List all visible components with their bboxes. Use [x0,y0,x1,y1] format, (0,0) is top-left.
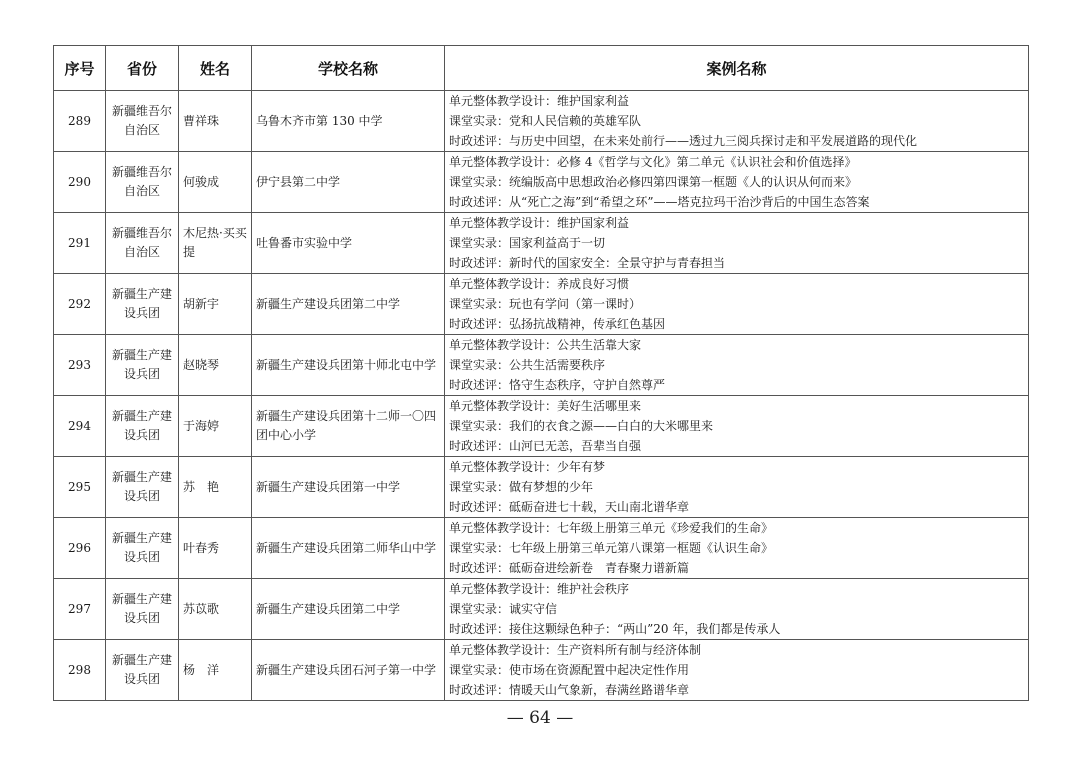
table-row [54,396,1029,457]
page-number: — 64 — [506,708,574,728]
case-unit-design: 单元整体教学设计：维护国家利益 [449,94,630,108]
row-teacher-name: 木尼热·买买提 [179,213,252,274]
row-cases [445,579,1029,640]
row-cases [445,457,1029,518]
row-teacher-name: 胡新宇 [179,274,252,335]
row-teacher-name: 曹祥珠 [179,91,252,152]
row-province: 新疆生产建设兵团 [106,396,179,457]
row-number: 293 [54,335,106,396]
case-unit-design: 单元整体教学设计：生产资料所有制与经济体制 [449,643,702,657]
case-unit-design: 单元整体教学设计：少年有梦 [449,460,606,474]
row-cases [445,396,1029,457]
case-classroom-record: 课堂实录：诚实守信 [449,602,558,616]
case-current-affairs: 时政述评：从“死亡之海”到“希望之环”——塔克拉玛干治沙背后的中国生态答案 [449,195,870,209]
row-cases [445,213,1029,274]
row-cases [445,152,1029,213]
table-row [54,579,1029,640]
header-name: 姓名 [179,46,252,91]
row-number: 294 [54,396,106,457]
row-school: 伊宁县第二中学 [252,152,445,213]
row-province: 新疆生产建设兵团 [106,579,179,640]
case-current-affairs: 时政述评：山河已无恙，吾辈当自强 [449,439,642,453]
row-teacher-name: 杨 洋 [179,640,252,701]
row-province: 新疆生产建设兵团 [106,274,179,335]
row-school: 新疆生产建设兵团第二师华山中学 [252,518,445,579]
table-row [54,274,1029,335]
case-current-affairs: 时政述评：恪守生态秩序，守护自然尊严 [449,378,666,392]
row-teacher-name: 苏苡歌 [179,579,252,640]
row-school: 新疆生产建设兵团石河子第一中学 [252,640,445,701]
case-current-affairs: 时政述评：砥砺奋进绘新卷 青春聚力谱新篇 [449,561,690,575]
row-number: 295 [54,457,106,518]
row-number: 298 [54,640,106,701]
header-province: 省份 [106,46,179,91]
case-classroom-record: 课堂实录：使市场在资源配置中起决定性作用 [449,663,690,677]
table-row [54,213,1029,274]
case-unit-design: 单元整体教学设计：维护国家利益 [449,216,630,230]
row-teacher-name: 于海婷 [179,396,252,457]
case-current-affairs: 时政述评：与历史中回望，在未来处前行——透过九三阅兵探讨走和平发展道路的现代化 [449,134,918,148]
table-row [54,518,1029,579]
row-number: 296 [54,518,106,579]
row-school: 新疆生产建设兵团第一中学 [252,457,445,518]
row-number: 290 [54,152,106,213]
row-cases [445,518,1029,579]
case-unit-design: 单元整体教学设计：美好生活哪里来 [449,399,642,413]
table-header-row [54,46,1029,91]
case-unit-design: 单元整体教学设计：养成良好习惯 [449,277,630,291]
case-unit-design: 单元整体教学设计：七年级上册第三单元《珍爱我们的生命》 [449,521,774,535]
row-teacher-name: 叶春秀 [179,518,252,579]
row-cases [445,640,1029,701]
row-school: 新疆生产建设兵团第十师北屯中学 [252,335,445,396]
case-current-affairs: 时政述评：砥砺奋进七十载，天山南北谱华章 [449,500,690,514]
case-classroom-record: 课堂实录：玩也有学问（第一课时） [449,297,642,311]
row-number: 297 [54,579,106,640]
row-province: 新疆生产建设兵团 [106,457,179,518]
award-list-table [53,45,1029,701]
row-cases [445,91,1029,152]
row-province: 新疆生产建设兵团 [106,335,179,396]
row-school: 新疆生产建设兵团第二中学 [252,274,445,335]
row-province: 新疆生产建设兵团 [106,518,179,579]
case-classroom-record: 课堂实录：统编版高中思想政治必修四第四课第一框题《人的认识从何而来》 [449,175,858,189]
case-current-affairs: 时政述评：接住这颗绿色种子：“两山”20 年，我们都是传承人 [449,622,781,636]
table-row [54,640,1029,701]
header-school: 学校名称 [252,46,445,91]
row-province: 新疆维吾尔自治区 [106,152,179,213]
table-row [54,152,1029,213]
row-school: 吐鲁番市实验中学 [252,213,445,274]
case-unit-design: 单元整体教学设计：维护社会秩序 [449,582,630,596]
row-province: 新疆生产建设兵团 [106,640,179,701]
row-school: 新疆生产建设兵团第二中学 [252,579,445,640]
table-row [54,91,1029,152]
case-classroom-record: 课堂实录：做有梦想的少年 [449,480,594,494]
row-teacher-name: 苏 艳 [179,457,252,518]
case-classroom-record: 课堂实录：国家利益高于一切 [449,236,606,250]
case-current-affairs: 时政述评：新时代的国家安全：全景守护与青春担当 [449,256,726,270]
row-school: 新疆生产建设兵团第十二师一〇四团中心小学 [252,396,445,457]
row-teacher-name: 赵晓琴 [179,335,252,396]
table-row [54,335,1029,396]
table-row [54,457,1029,518]
row-province: 新疆维吾尔自治区 [106,213,179,274]
case-current-affairs: 时政述评：弘扬抗战精神，传承红色基因 [449,317,666,331]
row-school: 乌鲁木齐市第 130 中学 [252,91,445,152]
case-classroom-record: 课堂实录：我们的衣食之源——白白的大米哪里来 [449,419,714,433]
row-number: 291 [54,213,106,274]
header-case: 案例名称 [445,46,1029,91]
case-current-affairs: 时政述评：情暖天山气象新，春满丝路谱华章 [449,683,690,697]
row-teacher-name: 何骏成 [179,152,252,213]
case-unit-design: 单元整体教学设计：必修 4《哲学与文化》第二单元《认识社会和价值选择》 [449,155,857,169]
header-no: 序号 [54,46,106,91]
case-unit-design: 单元整体教学设计：公共生活靠大家 [449,338,642,352]
row-number: 292 [54,274,106,335]
case-classroom-record: 课堂实录：七年级上册第三单元第八课第一框题《认识生命》 [449,541,774,555]
row-number: 289 [54,91,106,152]
row-province: 新疆维吾尔自治区 [106,91,179,152]
case-classroom-record: 课堂实录：党和人民信赖的英雄军队 [449,114,642,128]
row-cases [445,335,1029,396]
case-classroom-record: 课堂实录：公共生活需要秩序 [449,358,606,372]
row-cases [445,274,1029,335]
